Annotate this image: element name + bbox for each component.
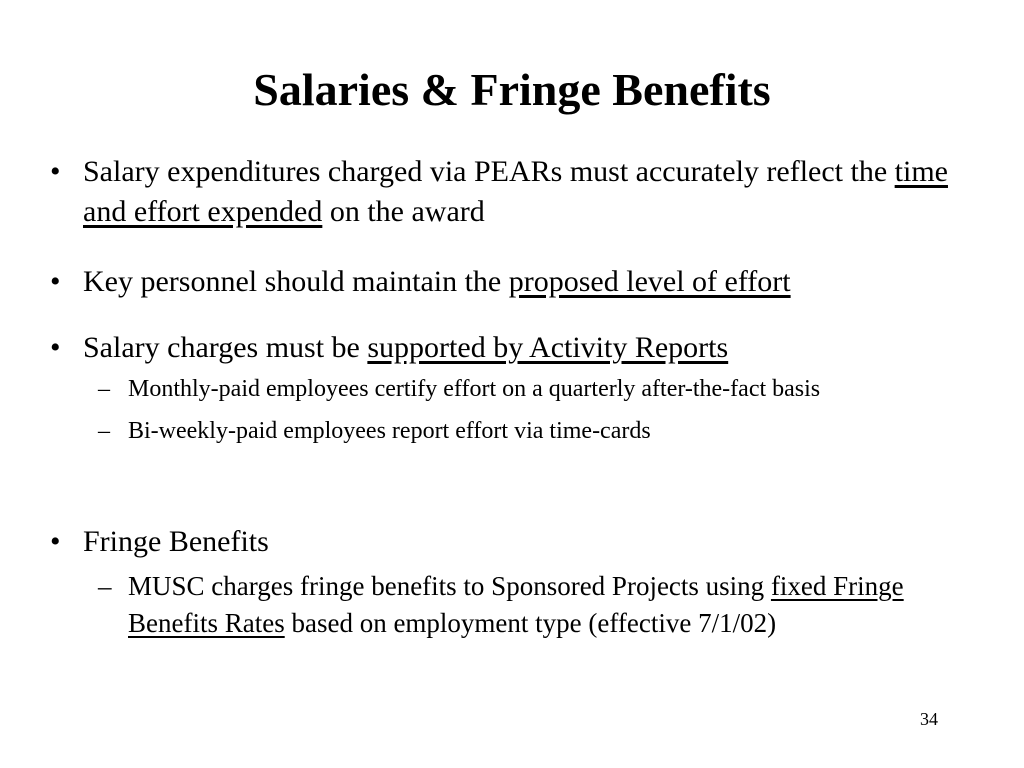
bullet-icon: • bbox=[50, 525, 61, 558]
bullet-icon: • bbox=[50, 155, 61, 188]
subitem-bi-weekly-paid bbox=[46, 414, 996, 448]
subitem-text: Bi-weekly-paid employees report effort via time-cards bbox=[128, 418, 651, 444]
bullet-text: Salary charges must be bbox=[83, 331, 368, 364]
underlined-text: fixed Fringe Benefits Rates bbox=[128, 571, 904, 638]
subitem-musc-charges bbox=[46, 568, 996, 642]
underlined-text: supported by Activity Reports bbox=[367, 331, 729, 364]
bullet-text: Key personnel should maintain the bbox=[83, 265, 509, 298]
slide-content bbox=[46, 152, 996, 642]
bullet-icon: • bbox=[50, 331, 61, 364]
bullet-salary-expenditures bbox=[46, 152, 996, 232]
subitem-text: Monthly-paid employees certify effort on a quarterly after-the-fact basis bbox=[128, 376, 821, 402]
bullet-salary-charges bbox=[46, 328, 996, 368]
subitem-text-end: based on employment type (effective 7/1/02) bbox=[284, 608, 777, 638]
slide-number: 34 bbox=[920, 709, 938, 729]
bullet-text-end: on the award bbox=[322, 195, 485, 228]
dash-icon: – bbox=[98, 571, 112, 601]
bullet-icon: • bbox=[50, 265, 61, 298]
subitem-monthly-paid bbox=[46, 372, 996, 406]
underlined-text: proposed level of effort bbox=[508, 265, 791, 298]
dash-icon: – bbox=[98, 376, 110, 402]
bullet-text: Salary expenditures charged via PEARs must accurately reflect the bbox=[83, 155, 895, 188]
slide-title: Salaries & Fringe Benefits bbox=[253, 64, 771, 115]
subitem-text: MUSC charges fringe benefits to Sponsored Projects using bbox=[128, 571, 771, 601]
bullet-fringe-benefits bbox=[46, 522, 996, 562]
underlined-text: time and effort expended bbox=[83, 155, 948, 228]
bullet-text: Fringe Benefits bbox=[83, 525, 269, 558]
bullet-key-personnel bbox=[46, 262, 996, 302]
dash-icon: – bbox=[98, 418, 110, 444]
